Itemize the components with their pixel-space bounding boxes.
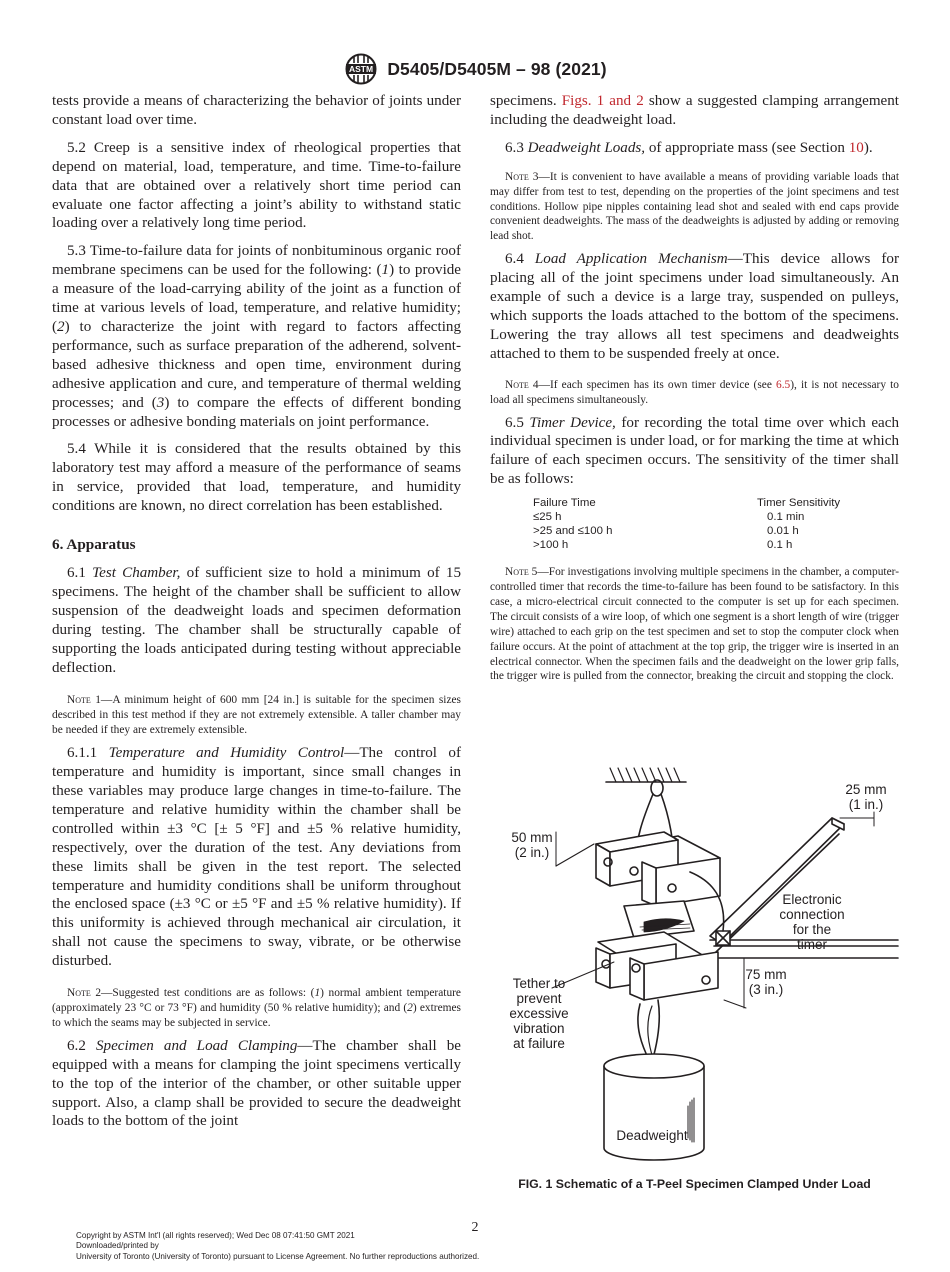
paragraph-intro-continued: tests provide a means of characterizing the behavior of joints under constant load over time. [52,93,461,128]
footer-line: Copyright by ASTM Int'l (all rights reserved); Wed Dec 08 07:41:50 GMT 2021 [76,1231,355,1240]
left-column [52,92,461,1131]
paragraph-5-4: 5.4 While it is considered that the results obtained by this laboratory test may afford a measure of the performance of seams in service, provided that load, temperature, and humidity conditions are known, no direct correlation has been established. [52,441,461,515]
copyright-footer [76,1231,776,1262]
dimension-50mm [556,832,594,866]
page-number: 2 [471,1220,479,1235]
table-cell: >100 h [533,539,569,552]
figure-1-t-peel-schematic [494,756,899,1176]
label-50mm: 50 mm [511,830,553,845]
paragraph-5-2: 5.2 Creep is a sensitive index of rheological properties that depend on material, load, temperature, and time. Time-to-failure data that are obtained over a relatively short time period can evaluate one factor affecting a joint’s ability to withstand static loading over a relatively long time period. [52,139,461,232]
label-vibration: vibration [513,1021,565,1036]
table-row [533,510,840,524]
label-for-the: for the [792,922,832,937]
link-figs-1-and-2[interactable]: Figs. 1 and 2 [561,93,644,109]
document-designation: D5405/D5405M – 98 (2021) [387,58,607,79]
table-cell: 0.1 min [767,511,805,524]
svg-text:ASTM: ASTM [349,64,374,75]
note-3: Note 3—It is convenient to have available a means of providing variable loads that may differ from test to test, depending on the properties of the joint specimens and test conditions. Hollow pipe nipples containing lead shot and sealed with end caps provide convenient deadweights. The mass of the deadweights is adjusted by adding or removing lead shot. [490,170,899,243]
label-connection: connection [779,907,845,922]
paragraph-6-1: 6.1 Test Chamber, of sufficient size to hold a minimum of 15 specimens. The height of the chamber shall be sufficient to allow suspension of the deadweight loads and specimen deformation during testing. The chamber shall be structurally capable of supporting the loads anticipated during testing without appreciable deflection. [52,565,461,676]
paragraph-specimens-continued: specimens. Figs. 1 and 2 show a suggested clamping arrangement including the deadweight load. [490,93,899,128]
dimension-75mm [724,958,746,1008]
link-6-5[interactable]: 6.5 [776,378,791,391]
label-at-failure: at failure [513,1036,565,1051]
label-electronic: Electronic [782,892,842,907]
note-5: Note 5—For investigations involving multiple specimens in the chamber, a computer-controlled timer that records the time-to-failure has been found to be satisfactory. In this case, a micro-electrical circuit connected to the computer is set up for each specimen. The circuit consists of a wire loop, of which one segment is a short length of wire (trigger wire) attached to each grip on the test specimen and set to stop the computer clock when failure occurs. At the point of attachment at the top grip, the trigger wire is inserted in an electrical connector. When the specimen fails and the deadweight on the lower grip falls, the trigger wire is pulled from the connector, breaking the circuit and stopping the clock. [490,566,899,683]
dimension-25mm [840,812,874,826]
footer-line: University of Toronto (University of Toronto) pursuant to License Agreement. No further reproductions authorized. [76,1251,480,1261]
right-column [490,92,899,684]
table-cell: 0.1 h [767,539,793,552]
label-25mm-in: (1 in.) [848,797,884,812]
table-header-cell: Timer Sensitivity [757,497,841,510]
note-1: Note 1—A minimum height of 600 mm [24 in.] is suitable for the specimen sizes described in this test method if they are not extremely extensible. A taller chamber may be needed if they are extremely extensible. [52,694,461,737]
paragraph-6-1-1: 6.1.1 Temperature and Humidity Control—The control of temperature and humidity is important, since small changes in these variables may produce large changes in time-to-failure. The temperature and relative humidity within the chamber shall be controlled within ±3 °C [± 5 °F] and ±5 % relative humidity, respectively, over the duration of the test. Any deviations from these limits shall be given in the test report. The selected temperature and humidity conditions shall be uniform throughout the enclosed space (±3 °C or ±5 °F and ±5 % relative humidity). If this uniformity is achieved through mechanical air circulation, it shall not cause the specimens to sway, vibrate, or be otherwise disturbed. [52,745,462,970]
link-section-10[interactable]: 10 [848,139,864,156]
label-tether-to: Tether to [512,976,566,991]
label-prevent: prevent [516,991,562,1006]
note-4: Note 4—If each specimen has its own timer device (see 6.5), it is not necessary to load all specimens simultaneously. [490,378,900,406]
paragraph-6-4: 6.4 Load Application Mechanism—This device allows for placing all of the joint specimens under load simultaneously. An example of such a device is a large tray, suspended on pulleys, which supports the loads attached to the bottom of the specimens. Lowering the tray allows all test specimens and deadweights attached to them to be suspended freely at once. [490,251,899,362]
note-2: Note 2—Suggested test conditions are as follows: (1) normal ambient temperature (approximately 23 °C or 73 °F) and humidity (50 % relative humidity); and (2) extremes to which the seams may be subjected in service. [52,987,461,1029]
table-header-row [533,496,840,510]
figure-1-caption: FIG. 1 Schematic of a T-Peel Specimen Clamped Under Load [518,1177,871,1191]
deadweight-cylinder [604,1054,704,1160]
table-header-cell: Failure Time [533,497,596,510]
table-cell: >25 and ≤100 h [533,525,613,538]
label-deadweight: Deadweight [616,1128,688,1143]
table-row [533,538,840,552]
connector-box [716,931,730,945]
table-row [533,524,840,538]
table-cell: 0.01 h [767,525,799,538]
paragraph-6-5: 6.5 Timer Device, for recording the total time over which each individual specimen is under load, or for marking the time at which failure of each specimen occurs. The sensitivity of the timer shall be as follows: [490,414,899,488]
document-header [0,52,950,86]
label-25mm: 25 mm [845,782,887,797]
ceiling-support [606,768,686,782]
label-50mm-in: (2 in.) [514,845,550,860]
paragraph-6-3: 6.3 Deadweight Loads, of appropriate mass (see Section 10). [505,139,873,156]
label-75mm: 75 mm [745,967,787,982]
table-cell: ≤25 h [533,511,562,524]
paragraph-6-2: 6.2 Specimen and Load Clamping—The chamber shall be equipped with a means for clamping the joint specimens vertically to the top of the interior of the chamber, or other suitable upper support. Also, a clamp shall be provided to secure the deadweight loads to the bottom of the joint [52,1037,462,1130]
label-75mm-in: (3 in.) [748,982,784,997]
timer-sensitivity-table [533,496,840,552]
footer-line: Downloaded/printed by [76,1241,159,1251]
upper-clamp [596,832,720,906]
section-heading-apparatus: 6. Apparatus [52,536,136,554]
label-excessive: excessive [509,1006,569,1021]
paragraph-5-3: 5.3 Time-to-failure data for joints of nonbituminous organic roof membrane specimens can be used for the following: (1) to provide a measure of the load-carrying ability of the joint as a function of time at various levels of load, temperature, and relative humidity; (2) to characterize the joint with regard to factors affecting performance, such as surface preparation of the adherend, solvent-based adhesive thickness and open time, environment during adhesive application and cure, and temperature of thermal welding processes; and (3) to compare the effects of different bonding processes or adhesive bonding materials on joint performance. [52,243,462,430]
label-timer: timer [797,937,827,952]
astm-logo-icon [343,53,379,85]
lower-clamp [596,932,718,1000]
deadweight-hanger [652,1000,659,1062]
